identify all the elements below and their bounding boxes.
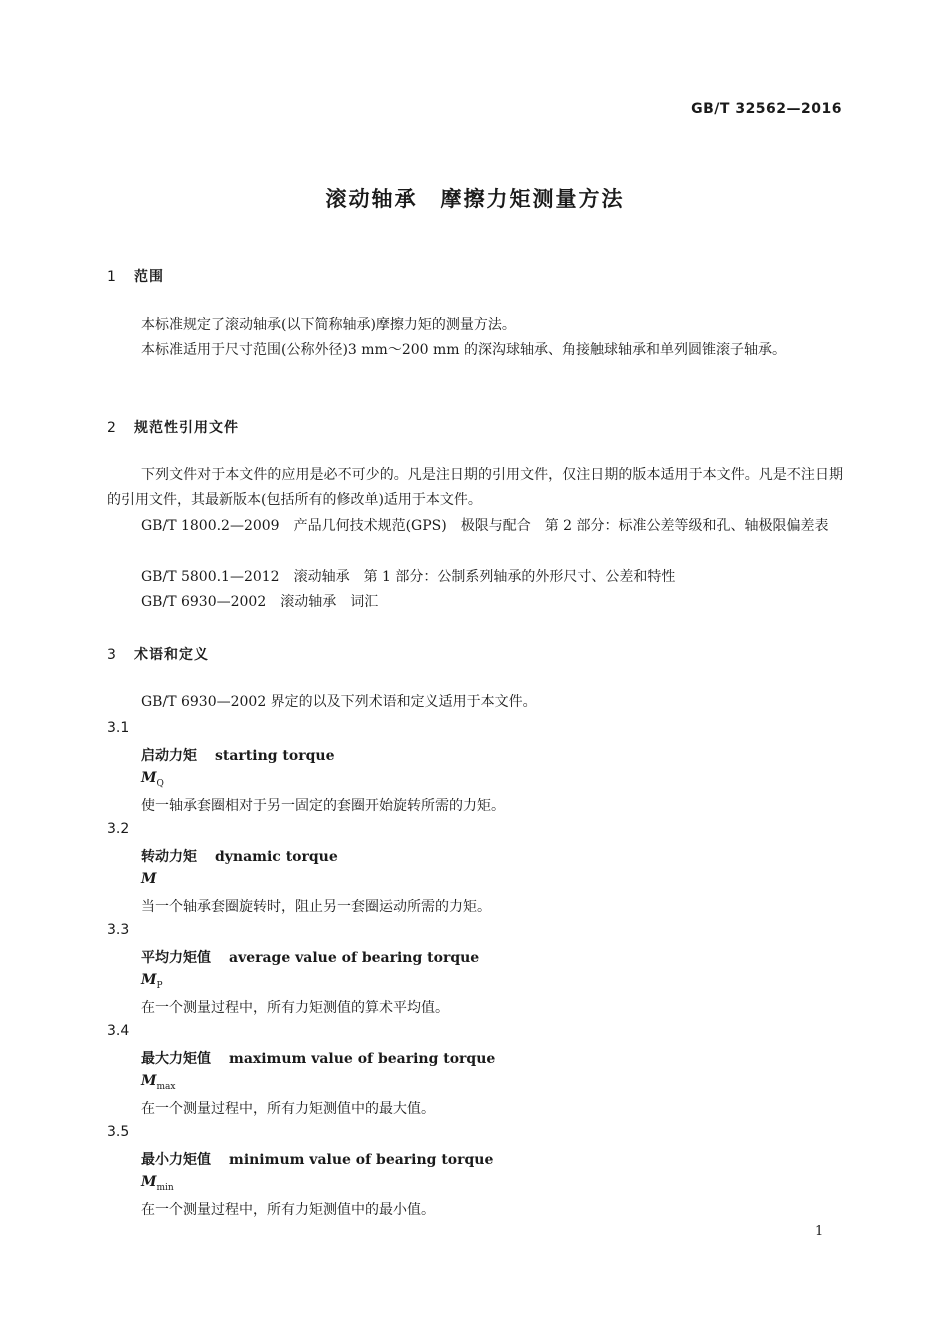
term-symbol (141, 1073, 175, 1092)
term-symbol (141, 871, 157, 890)
section-2-heading (107, 417, 239, 437)
symbol-subscript: P (156, 980, 163, 991)
standard-number: GB/T 32562—2016 (691, 101, 842, 117)
term-cn: 平均力矩值 (141, 950, 211, 966)
term-symbol (141, 770, 164, 789)
term-symbol (141, 1174, 174, 1193)
paragraph: 下列文件对于本文件的应用是必不可少的。凡是注日期的引用文件，仅注日期的版本适用于本文件。凡是不注日期的引用文件，其最新版本(包括所有的修改单)适用于本文件。 (107, 467, 843, 508)
paragraph: 本标准规定了滚动轴承(以下简称轴承)摩擦力矩的测量方法。 (141, 317, 516, 333)
page-number: 1 (815, 1224, 824, 1239)
term-number: 3.3 (107, 922, 130, 938)
symbol-subscript: Q (156, 778, 164, 789)
section-number: 1 (107, 269, 117, 285)
symbol-letter: M (141, 972, 157, 988)
section-number: 3 (107, 647, 117, 663)
term-title (141, 1149, 493, 1169)
symbol-letter: M (141, 770, 157, 786)
section-title: 术语和定义 (134, 647, 209, 663)
term-en: maximum value of bearing torque (229, 1051, 496, 1067)
term-en: starting torque (215, 748, 335, 764)
term-definition: 在一个测量过程中，所有力矩测值的算术平均值。 (141, 1000, 449, 1016)
term-title (141, 846, 338, 866)
term-number: 3.1 (107, 720, 130, 736)
section-number: 2 (107, 420, 117, 436)
term-definition: 当一个轴承套圈旋转时，阻止另一套圈运动所需的力矩。 (141, 899, 491, 915)
document-title: 滚动轴承 摩擦力矩测量方法 (325, 187, 625, 211)
section-title: 范围 (134, 269, 164, 285)
term-definition: 在一个测量过程中，所有力矩测值中的最大值。 (141, 1101, 435, 1117)
term-definition: 在一个测量过程中，所有力矩测值中的最小值。 (141, 1202, 435, 1218)
paragraph: 本标准适用于尺寸范围(公称外径)3 mm～200 mm 的深沟球轴承、角接触球轴承和单列圆锥滚子轴承。 (141, 342, 787, 358)
term-title (141, 1048, 495, 1068)
reference-item: GB/T 6930—2002 滚动轴承 词汇 (141, 594, 379, 610)
symbol-subscript: min (156, 1182, 174, 1193)
term-definition: 使一轴承套圈相对于另一固定的套圈开始旋转所需的力矩。 (141, 798, 505, 814)
term-number: 3.2 (107, 821, 130, 837)
term-cn: 启动力矩 (141, 748, 197, 764)
reference-item: GB/T 5800.1—2012 滚动轴承 第 1 部分：公制系列轴承的外形尺寸、公差和特性 (141, 569, 676, 585)
symbol-letter: M (141, 1073, 157, 1089)
symbol-subscript: max (156, 1081, 176, 1092)
term-symbol (141, 972, 163, 991)
term-en: minimum value of bearing torque (229, 1152, 494, 1168)
term-cn: 最大力矩值 (141, 1051, 211, 1067)
symbol-letter: M (141, 1174, 157, 1190)
term-number: 3.5 (107, 1124, 130, 1140)
section-1-heading (107, 266, 164, 286)
paragraph: GB/T 6930—2002 界定的以及下列术语和定义适用于本文件。 (141, 694, 537, 710)
term-en: average value of bearing torque (229, 950, 480, 966)
section-3-heading (107, 644, 209, 664)
term-number: 3.4 (107, 1023, 130, 1039)
reference-item: GB/T 1800.2—2009 产品几何技术规范(GPS) 极限与配合 第 2 部分：标准公差等级和孔、轴极限偏差表 (141, 518, 829, 534)
term-cn: 转动力矩 (141, 849, 197, 865)
term-title (141, 745, 334, 765)
term-en: dynamic torque (215, 849, 338, 865)
term-title (141, 947, 479, 967)
symbol-letter: M (141, 871, 157, 887)
section-title: 规范性引用文件 (134, 420, 239, 436)
term-cn: 最小力矩值 (141, 1152, 211, 1168)
